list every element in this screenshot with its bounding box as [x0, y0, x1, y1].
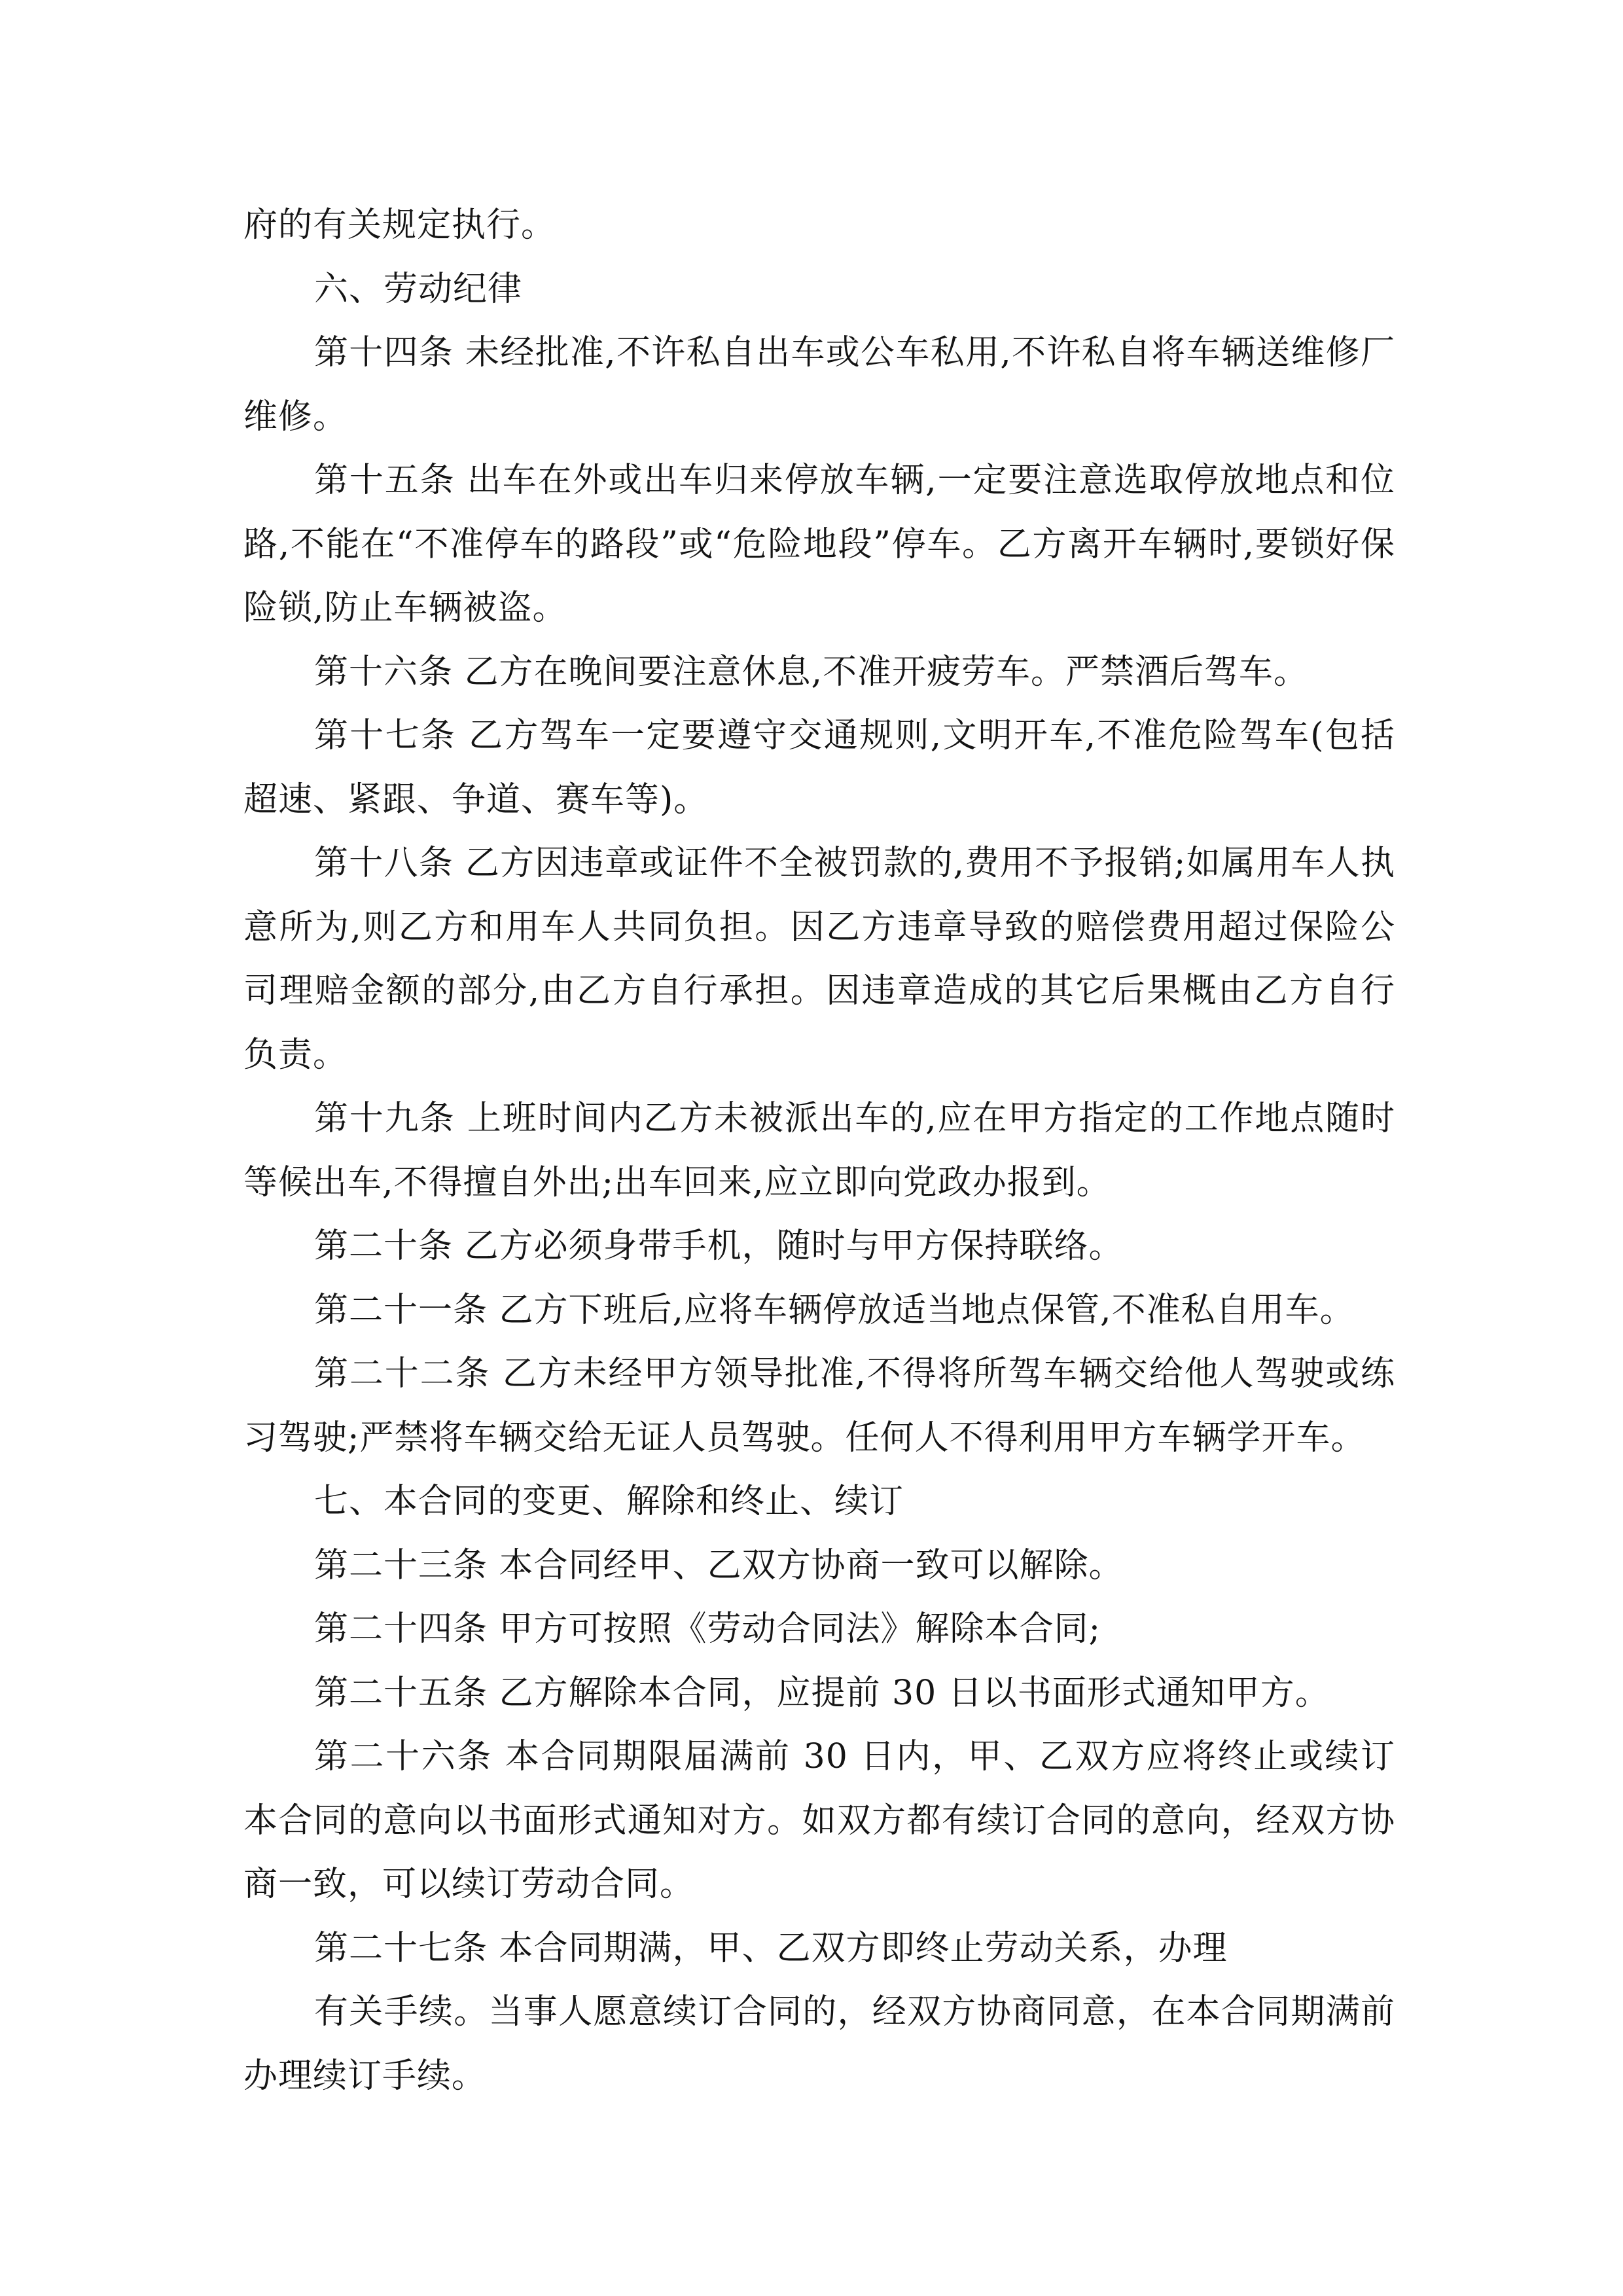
article-25: 第二十五条 乙方解除本合同，应提前 30 日以书面形式通知甲方。 [314, 1673, 1330, 1713]
article-26: 第二十六条 本合同期限届满前 30 日内，甲、乙双方应将终止或续订本合同的意向以书面形式通知对方。如双方都有续订合同的意向，经双方协商一致，可以续订劳动合同。 [243, 1737, 1395, 1904]
section-heading-contract-changes: 七、本合同的变更、解除和终止、续订 [314, 1482, 904, 1521]
article-15: 第十五条 出车在外或出车归来停放车辆,一定要注意选取停放地点和位路,不能在“不准停车的路段”或“危险地段”停车。乙方离开车辆时,要锁好保险锁,防止车辆被盗。 [243, 461, 1395, 628]
paragraph-continuation: 府的有关规定执行。 [243, 206, 556, 245]
article-18: 第十八条 乙方因违章或证件不全被罚款的,费用不予报销;如属用车人执意所为,则乙方和用车人共同负担。因乙方违章导致的赔偿费用超过保险公司理赔金额的部分,由乙方自行承担。因违章造成的其它后果概由乙方自行负责。 [243, 844, 1395, 1075]
article-22: 第二十二条 乙方未经甲方领导批准,不得将所驾车辆交给他人驾驶或练习驾驶;严禁将车辆交给无证人员驾驶。任何人不得利用甲方车辆学开车。 [243, 1354, 1395, 1458]
section-heading-labor-discipline: 六、劳动纪律 [314, 269, 523, 309]
article-21: 第二十一条 乙方下班后,应将车辆停放适当地点保管,不准私自用车。 [314, 1290, 1355, 1330]
article-23: 第二十三条 本合同经甲、乙双方协商一致可以解除。 [314, 1545, 1124, 1585]
article-16: 第十六条 乙方在晚间要注意休息,不准开疲劳车。严禁酒后驾车。 [314, 652, 1309, 692]
article-24: 第二十四条 甲方可按照《劳动合同法》解除本合同; [314, 1609, 1101, 1649]
article-19: 第十九条 上班时间内乙方未被派出车的,应在甲方指定的工作地点随时等候出车,不得擅自外出;出车回来,应立即向党政办报到。 [243, 1099, 1395, 1202]
article-20: 第二十条 乙方必须身带手机，随时与甲方保持联络。 [314, 1227, 1124, 1266]
document-body [243, 194, 1395, 2108]
article-27-continuation: 有关手续。当事人愿意续订合同的，经双方协商同意，在本合同期满前办理续订手续。 [243, 1992, 1395, 2096]
article-27: 第二十七条 本合同期满，甲、乙双方即终止劳动关系，办理 [314, 1928, 1228, 1968]
article-14: 第十四条 未经批准,不许私自出车或公车私用,不许私自将车辆送维修厂维修。 [243, 333, 1395, 437]
article-17: 第十七条 乙方驾车一定要遵守交通规则,文明开车,不准危险驾车(包括超速、紧跟、争道、赛车等)。 [243, 716, 1395, 819]
